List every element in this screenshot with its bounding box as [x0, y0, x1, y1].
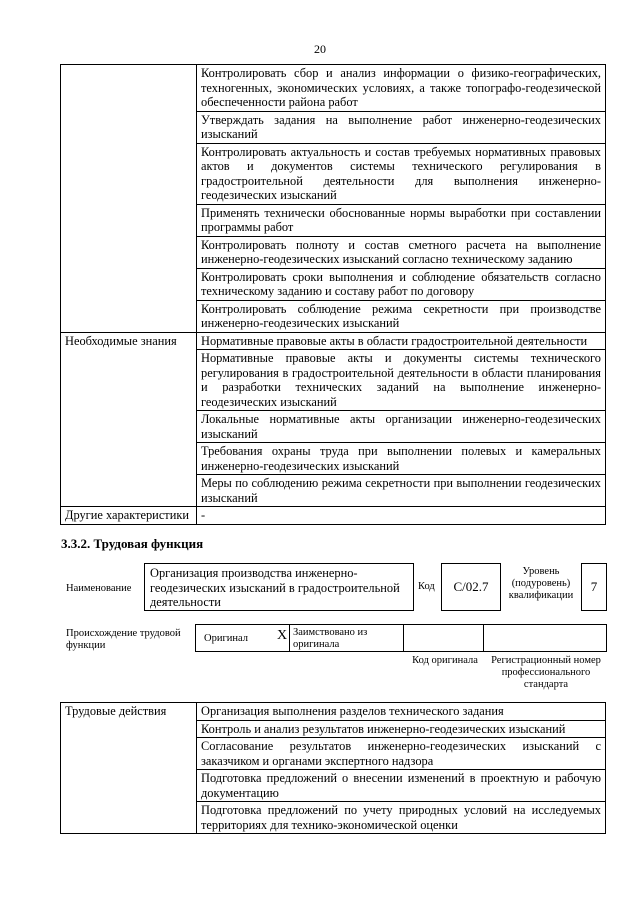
original-label: Оригинал	[204, 633, 248, 644]
row-text: Утверждать задания на выполнение работ инженерно-геодезических изысканий	[197, 111, 606, 143]
level-label: Уровень (подуровень) квалификации	[508, 566, 574, 601]
function-name-value: Организация производства инженерно-геодезических изысканий в градостроительной деятельности	[150, 566, 400, 609]
table-row	[61, 332, 606, 350]
row-text: Контролировать сроки выполнения и соблюдение обязательств согласно техническому заданию и составу работ по договору	[197, 268, 606, 300]
borrowed-label: Заимствовано из оригинала	[293, 627, 368, 650]
action-item: Подготовка предложений о внесении изменений в проектную и рабочую документацию	[197, 770, 606, 802]
row-text: Локальные нормативные акты организации инженерно-геодезических изысканий	[197, 411, 606, 443]
original-cell	[196, 625, 290, 651]
row-text: Нормативные правовые акты в области градостроительной деятельности	[197, 332, 606, 350]
origin-code-cell	[403, 625, 484, 651]
level-value: 7	[590, 579, 598, 594]
reg-number-cell	[483, 625, 606, 651]
action-item: Согласование результатов инженерно-геодезических изысканий с заказчиком и органами экспертного надзора	[197, 738, 606, 770]
action-item: Подготовка предложений по учету природных условий на исследуемых территориях для технико-экономической оценки	[197, 802, 606, 834]
origin-row	[195, 624, 607, 652]
table-row	[61, 65, 606, 112]
code-value-box	[441, 563, 501, 611]
row-text: Контролировать сбор и анализ информации о физико-географических, техногенных, экономических условиях, а также топографо-геодезической обеспеченности района работ	[197, 65, 606, 112]
actions-label: Трудовые действия	[61, 703, 197, 834]
row-text: Контролировать полноту и состав сметного расчета на выполнение инженерно-геодезических изысканий согласно техническому заданию	[197, 236, 606, 268]
code-value: С/02.7	[453, 579, 489, 594]
function-name-box	[144, 563, 414, 611]
reg-number-label: Регистрационный номер профессионального стандарта	[491, 655, 601, 690]
action-item: Контроль и анализ результатов инженерно-геодезических изысканий	[197, 720, 606, 738]
skills-knowledge-table	[60, 64, 606, 525]
row-text: Нормативные правовые акты и документы системы технического регулирования в градостроительной деятельности в области планирования и разработки технических заданий на выполнение инженерно-геодезических изысканий	[197, 350, 606, 411]
table-row	[61, 703, 606, 721]
row-text: Меры по соблюдению режима секретности при выполнении геодезических изысканий	[197, 475, 606, 507]
origin-label: Происхождение трудовой функции	[66, 628, 181, 651]
row-text: Применять технически обоснованные нормы выработки при составлении программы работ	[197, 204, 606, 236]
row-text: -	[197, 507, 606, 525]
section-title: 3.3.2. Трудовая функция	[61, 536, 204, 551]
row-group-label: Другие характеристики	[61, 507, 197, 525]
row-group-label: Необходимые знания	[61, 332, 197, 507]
row-text: Контролировать соблюдение режима секретности при производстве инженерно-геодезических изысканий	[197, 300, 606, 332]
name-label: Наименование	[66, 583, 132, 594]
code-label: Код	[418, 581, 435, 592]
original-mark: X	[277, 628, 288, 643]
action-item: Организация выполнения разделов технического задания	[197, 703, 606, 721]
row-group-label	[61, 65, 197, 333]
origin-code-label: Код оригинала	[412, 655, 478, 666]
level-value-box	[581, 563, 607, 611]
page-number: 20	[314, 42, 326, 56]
labor-actions-table	[60, 702, 606, 834]
row-text: Контролировать актуальность и состав требуемых нормативных правовых актов и документов системы технического регулирования в градостроительной деятельности для выполнения инженерно-геодезических изысканий	[197, 143, 606, 204]
borrowed-cell	[289, 625, 404, 651]
row-text: Требования охраны труда при выполнении полевых и камеральных инженерно-геодезических изысканий	[197, 443, 606, 475]
table-row	[61, 507, 606, 525]
